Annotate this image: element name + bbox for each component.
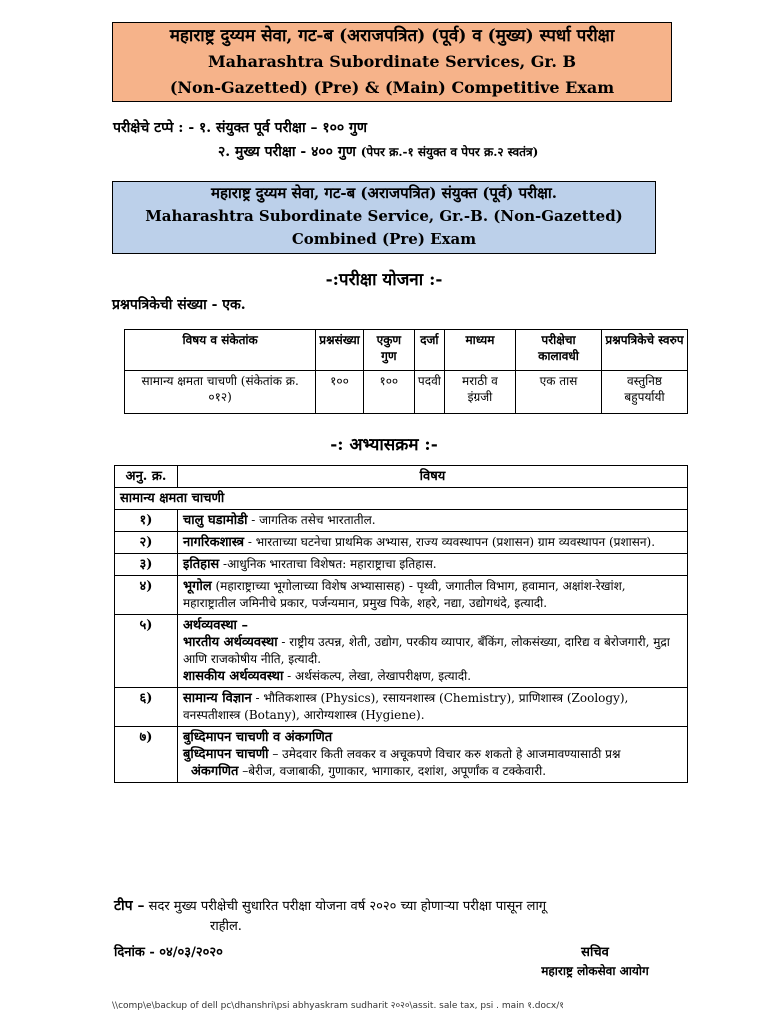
syllabus-heading: -: अभ्यासक्रम :- [330,435,438,455]
file-path-footer: \\comp\e\backup of dell pc\dhanshri\psi abhyaskram sudharit २०२०\assit. sale tax, psi . main १.docx/१ [112,1001,564,1011]
exam-title-english-2: (Non-Gazetted) (Pre) & (Main) Competitive Exam [169,78,615,97]
subtopic-title: भारतीय अर्थव्यवस्था [183,635,278,650]
scheme-heading: -:परीक्षा योजना :- [325,270,443,290]
table-row [115,576,688,615]
issue-date: दिनांक - ०४/०३/२०२० [114,945,223,960]
th-questions: प्रश्नसंख्या [316,330,364,371]
stage-1: १. संयुक्त पूर्व परीक्षा – १०० गुण [199,120,368,136]
th-subject: विषय व संकेतांक [125,330,316,371]
syllabus-table [114,465,688,783]
th-standard: दर्जा [414,330,444,371]
cell-marks: १०० [363,371,414,414]
subtopic-text: - राष्ट्रीय उत्पन्न, शेती, उद्योग, परकीय व्यापार, बँकिंग, लोकसंख्या, दारिद्य व बेरोजगारी, मुद्रा आणि राजकोषीय नीति, इत्यादी. [183,635,670,666]
subtopic-text: –बेरीज, वजाबाकी, गुणाकार, भागाकार, दशांश, अपूर्णांक व टक्केवारी. [238,764,547,778]
note-label: टीप – [114,898,145,914]
subtopic-text: - अर्थसंकल्प, लेखा, लेखापरीक्षण, इत्यादी. [283,669,472,683]
cell-duration: एक तास [516,371,602,414]
row-number: ४) [115,576,178,615]
row-number: ७) [115,727,178,783]
scheme-table [124,329,688,414]
exam-title-marathi: महाराष्ट्र दुय्यम सेवा, गट-ब (अराजपत्रित) (पूर्व) व (मुख्य) स्पर्धा परीक्षा [169,26,615,46]
note [114,896,674,937]
row-content [178,576,688,615]
prelim-title-box [112,181,656,254]
table-row [115,688,688,727]
topic-title: अर्थव्यवस्था – [183,618,248,633]
row-content [178,688,688,727]
exam-title-box [112,22,672,102]
row-content [178,532,688,554]
subtopic-title: बुध्दिमापन चाचणी [183,747,269,762]
table-row [115,615,688,688]
th-medium: माध्यम [444,330,515,371]
topic-text: (महाराष्ट्राच्या भूगोलाच्या विशेष अभ्यासासह) - पृथ्वी, जगातील विभाग, हवामान, अक्षांश-रेखांश, महाराष्ट्रातील जमिनीचे प्रकार, पर्जन्यमान, प्रमुख पिके, शहरे, नद्या, उद्योगधंदे, इत्यादी. [183,579,626,610]
col-serial: अनु. क्र. [115,466,178,488]
table-row [115,510,688,532]
subtopic-text: – उमेदवार किती लवकर व अचूकपणे विचार करु शकतो हे आजमावण्यासाठी प्रश्न [268,747,621,761]
th-marks: एकुण गुण [363,330,414,371]
topic-title: चालु घडामोडी [183,513,248,528]
row-content [178,615,688,688]
row-number: ३) [115,554,178,576]
row-number: ५) [115,615,178,688]
row-number: २) [115,532,178,554]
topic-text: - भारताच्या घटनेचा प्राथमिक अभ्यास, राज्य व्यवस्थापन (प्रशासन) ग्राम व्यवस्थापन (प्रशासन). [244,535,656,549]
th-duration: परीक्षेचा कालावधी [516,330,602,371]
topic-title: भूगोल [183,579,212,594]
topic-text: -आधुनिक भारताचा विशेषत: महाराष्ट्राचा इतिहास. [219,557,437,571]
exam-stages [113,116,538,164]
topic-title: नागरिकशास्त्र [183,535,245,550]
topic-text: - भौतिकशास्त्र (Physics), रसायनशास्त्र (Chemistry), प्राणिशास्त्र (Zoology), वनस्पतीशास्त्र (Botany), आरोग्यशास्त्र (Hygiene). [183,691,629,722]
syllabus-section [115,488,688,510]
topic-title: इतिहास [183,557,220,572]
cell-medium: मराठी व इंग्रजी [444,371,515,414]
prelim-title-marathi: महाराष्ट्र दुय्यम सेवा, गट-ब (अराजपत्रित) संयुक्त (पूर्व) परीक्षा. [210,184,558,202]
row-number: ६) [115,688,178,727]
cell-format: वस्तुनिष्ठ बहुपर्यायी [602,371,688,414]
prelim-title-english-1: Maharashtra Subordinate Service, Gr.-B. (Non-Gazetted) [145,207,623,225]
cell-subject: सामान्य क्षमता चाचणी (संकेतांक क्र. ०१२) [125,371,316,414]
signatory-organization: महाराष्ट्र लोकसेवा आयोग [541,964,649,978]
subtopic-title: शासकीय अर्थव्यवस्था [183,669,284,684]
prelim-title-english-2: Combined (Pre) Exam [291,230,477,248]
topic-title: बुध्दिमापन चाचणी व अंकगणित [183,730,333,745]
th-format: प्रश्नपत्रिकेचे स्वरुप [602,330,688,371]
row-content [178,510,688,532]
signatory-title: सचिव [581,945,609,960]
section-title: सामान्य क्षमता चाचणी [115,488,688,510]
stage-2-note: (पेपर क्र.-१ संयुक्त व पेपर क्र.२ स्वतंत्र) [360,145,539,159]
table-row [115,727,688,783]
topic-text: - जागतिक तसेच भारतातील. [247,513,376,527]
paper-count: प्रश्नपत्रिकेची संख्या - एक. [112,297,246,313]
subtopic-title: अंकगणित [191,764,239,779]
scheme-table-header [125,330,688,371]
table-row [115,554,688,576]
table-row [125,371,688,414]
table-row [115,532,688,554]
syllabus-header [115,466,688,488]
stages-label: परीक्षेचे टप्पे : - [113,120,195,136]
note-text: सदर मुख्य परीक्षेची सुधारित परीक्षा योजना वर्ष २०२० च्या होणाऱ्या परीक्षा पासून लागू [148,899,547,914]
row-content [178,554,688,576]
row-number: १) [115,510,178,532]
exam-title-english-1: Maharashtra Subordinate Services, Gr. B [207,52,577,71]
cell-standard: पदवी [414,371,444,414]
topic-title: सामान्य विज्ञान [183,691,252,706]
cell-questions: १०० [316,371,364,414]
stage-2: २. मुख्य परीक्षा - ४०० गुण [218,144,356,160]
row-content [178,727,688,783]
note-continuation: राहील. [210,919,242,934]
col-subject: विषय [178,466,688,488]
